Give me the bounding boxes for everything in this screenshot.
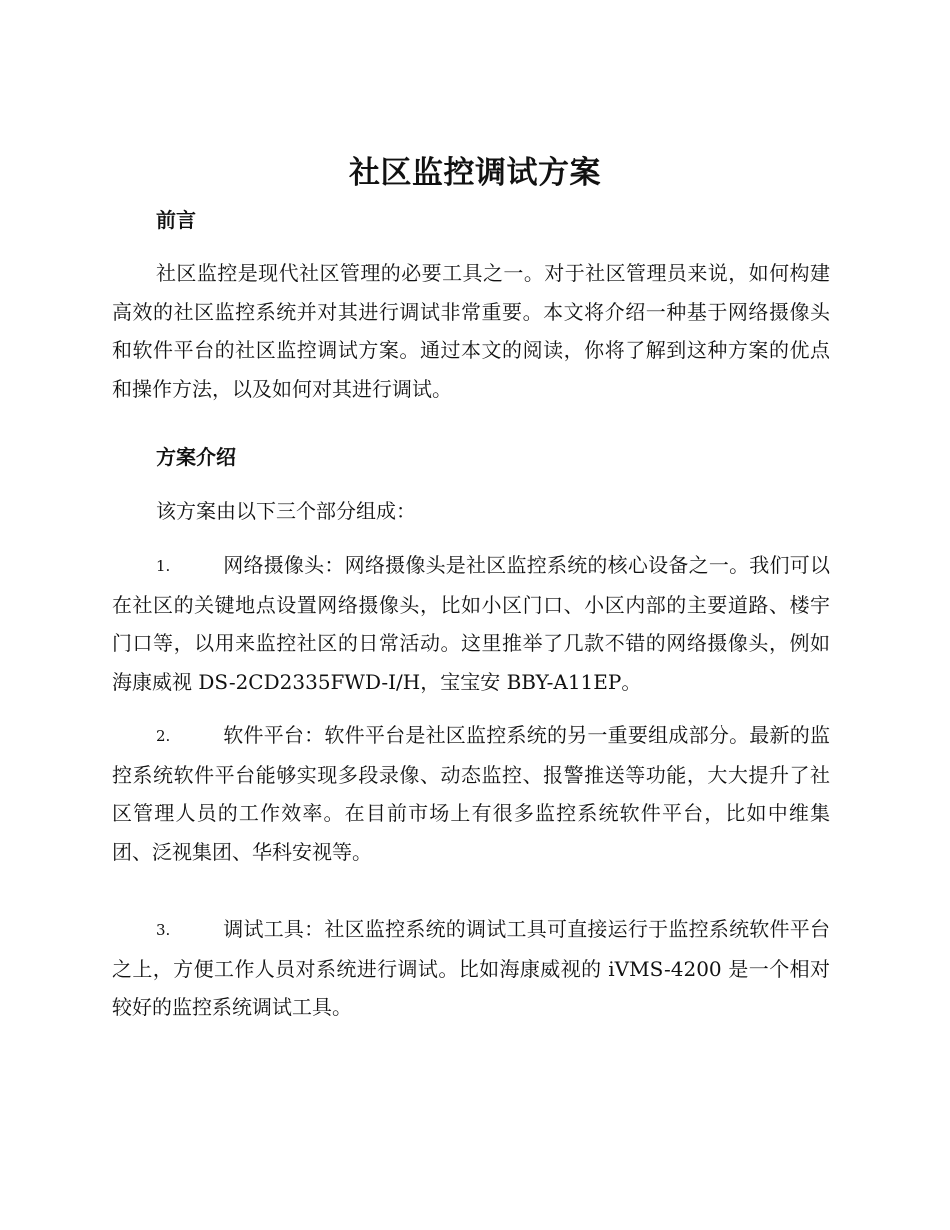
section-heading-preface: 前言 [156, 208, 196, 232]
list-item [112, 910, 830, 1027]
section-heading-intro: 方案介绍 [156, 445, 236, 469]
list-item [112, 546, 830, 701]
list-item-number: 3. [156, 921, 171, 939]
list-item-text: 调试工具：社区监控系统的调试工具可直接运行于监控系统软件平台之上，方便工作人员对系统进行调试。比如海康威视的 iVMS-4200 是一个相对较好的监控系统调试工具。 [112, 917, 830, 1019]
list-item-text: 软件平台：软件平台是社区监控系统的另一重要组成部分。最新的监控系统软件平台能够实现多段录像、动态监控、报警推送等功能，大大提升了社区管理人员的工作效率。在目前市场上有很多监控系统软件平台，比如中维集团、泛视集团、华科安视等。 [112, 723, 830, 864]
document-title: 社区监控调试方案 [349, 155, 601, 191]
intro-lead-paragraph: 该方案由以下三个部分组成： [156, 499, 416, 523]
list-item-number: 1. [156, 557, 171, 575]
list-item-number: 2. [156, 727, 171, 745]
list-item [112, 716, 830, 871]
preface-paragraph: 社区监控是现代社区管理的必要工具之一。对于社区管理员来说，如何构建高效的社区监控系统并对其进行调试非常重要。本文将介绍一种基于网络摄像头和软件平台的社区监控调试方案。通过本文的阅读，你将了解到这种方案的优点和操作方法，以及如何对其进行调试。 [112, 261, 830, 401]
list-item-text: 网络摄像头：网络摄像头是社区监控系统的核心设备之一。我们可以在社区的关键地点设置网络摄像头，比如小区门口、小区内部的主要道路、楼宇门口等，以用来监控社区的日常活动。这里推举了几款不错的网络摄像头，例如海康威视 DS-2CD2335FWD-I/H，宝宝安 BBY-A11EP。 [112, 553, 830, 694]
